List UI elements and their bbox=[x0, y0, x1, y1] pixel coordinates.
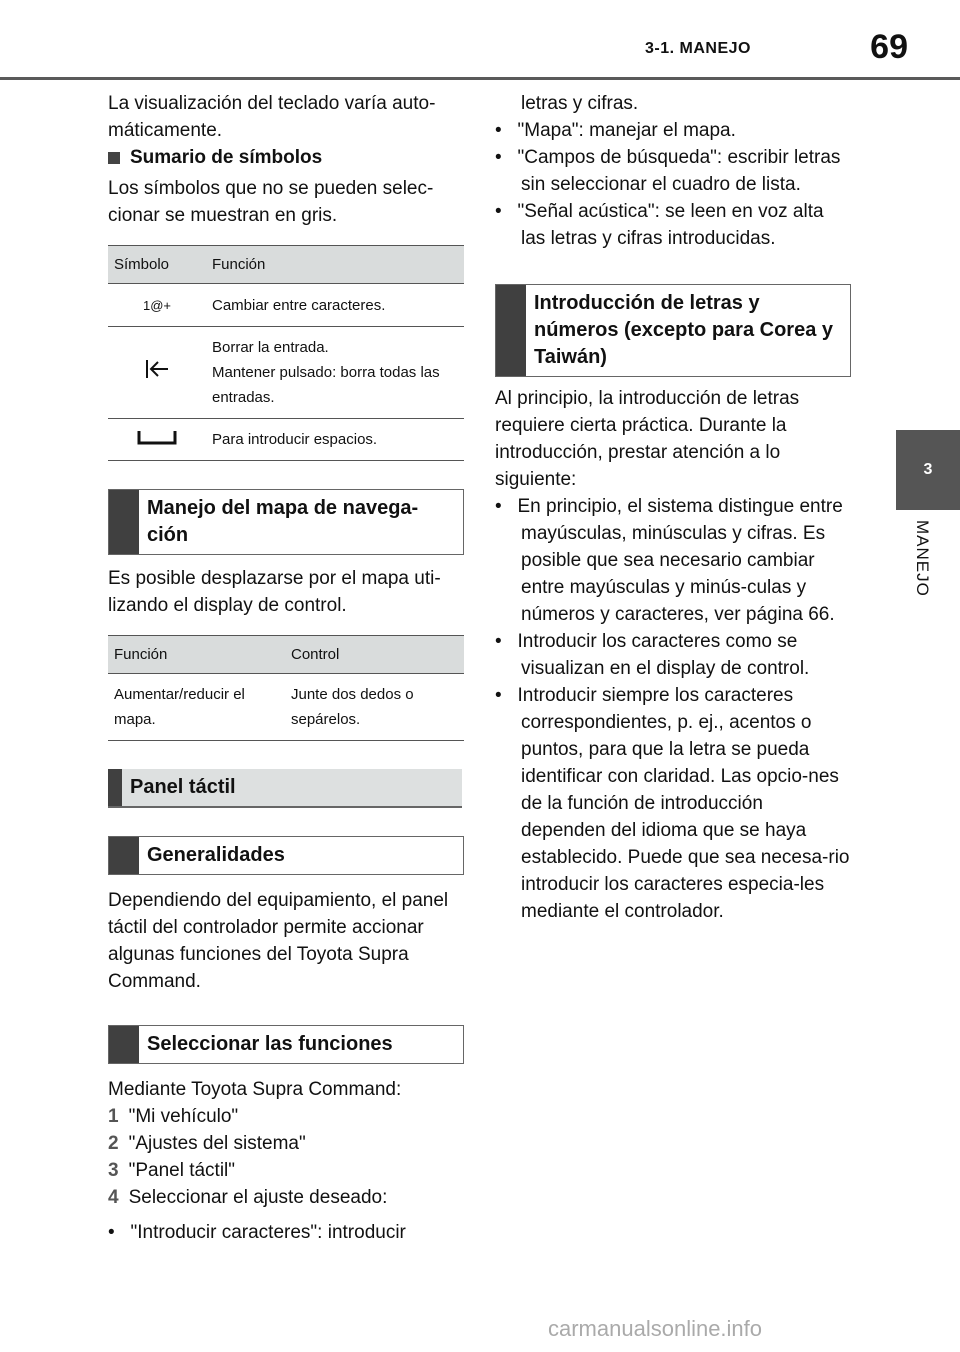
table-header-row bbox=[108, 636, 464, 674]
heading-map bbox=[108, 489, 464, 555]
step-text: Seleccionar el ajuste deseado: bbox=[128, 1187, 388, 1208]
table-header: Función bbox=[206, 246, 464, 284]
step-number: 1 bbox=[108, 1106, 119, 1127]
chapter-number: 3 bbox=[923, 461, 933, 478]
chapter-tab bbox=[896, 430, 960, 510]
heading-select bbox=[108, 1025, 464, 1064]
list-item: • En principio, el sistema distingue entre mayúsculas, minúsculas y cifras. Es posible que sea necesario cambiar entre mayúsculas y minús-culas y números y caracteres, ver página 66. bbox=[495, 496, 843, 625]
list-item: • "Campos de búsqueda": escribir letras sin seleccionar el cuadro de lista. bbox=[495, 147, 841, 195]
general-text: Dependiendo del equipamiento, el panel táctil del controlador permite accionar algunas funciones del Toyota Supra Command. bbox=[108, 890, 449, 992]
map-table bbox=[108, 635, 464, 741]
table-cell bbox=[206, 327, 464, 419]
subheading-symbols bbox=[108, 144, 464, 171]
table-cell: Cambiar entre caracteres. bbox=[206, 284, 464, 327]
list-item-text: Introducir los caracteres como se visualizan en el display de control. bbox=[517, 631, 810, 679]
step-number: 4 bbox=[108, 1187, 119, 1208]
heading-text: Introducción de letras y números (excepto para Corea y Taiwán) bbox=[534, 292, 833, 368]
backspace-icon bbox=[108, 327, 206, 419]
list-item: • "Señal acústica": se leen en voz alta las letras y cifras introducidas. bbox=[495, 201, 824, 249]
list-item: • Introducir siempre los caracteres correspondientes, p. ej., acentos o puntos, para que la letra se pueda identificar con claridad. Las opcio-nes de la función de introducción dependen del idioma que se haya establecido. Puede que sea necesa-rio introducir los caracteres especia-les mediante el controlador. bbox=[495, 685, 850, 922]
switch-characters-icon: 1@+ bbox=[108, 284, 206, 327]
square-bullet-icon bbox=[108, 152, 120, 164]
table-row bbox=[108, 674, 464, 741]
page-number: 69 bbox=[870, 28, 908, 66]
symbols-table bbox=[108, 245, 464, 461]
chapter-label: MANEJO bbox=[913, 520, 932, 597]
heading-text: Panel táctil bbox=[130, 776, 236, 798]
table-header: Control bbox=[285, 636, 464, 674]
heading-text: Generalidades bbox=[147, 844, 285, 866]
heading-bar bbox=[109, 490, 139, 554]
heading-input bbox=[495, 284, 851, 377]
table-header-row bbox=[108, 246, 464, 284]
list-item-text: En principio, el sistema distingue entre mayúsculas, minúsculas y cifras. Es posible que sea necesario cambiar entre mayúsculas y minús-culas y números y caracteres, ver página 66. bbox=[517, 496, 843, 625]
step-number: 2 bbox=[108, 1133, 119, 1154]
table-row bbox=[108, 419, 464, 461]
right-column bbox=[495, 90, 851, 925]
list-item-text: "Mapa": manejar el mapa. bbox=[517, 120, 736, 141]
heading-panel bbox=[108, 769, 462, 808]
table-header: Símbolo bbox=[108, 246, 206, 284]
table-cell: Aumentar/reducir el mapa. bbox=[108, 674, 285, 741]
list-item-text: "Campos de búsqueda": escribir letras sin seleccionar el cuadro de lista. bbox=[517, 147, 841, 195]
list-item-text: "Introducir caracteres": introducir bbox=[130, 1222, 406, 1243]
space-icon bbox=[108, 419, 206, 461]
list-item: • "Mapa": manejar el mapa. bbox=[495, 120, 736, 141]
step-item bbox=[108, 1157, 464, 1184]
step-number: 3 bbox=[108, 1160, 119, 1181]
heading-bar bbox=[109, 837, 139, 874]
step-item bbox=[108, 1184, 464, 1211]
table-row bbox=[108, 327, 464, 419]
left-column bbox=[108, 90, 464, 1246]
input-text: Al principio, la introducción de letras requiere cierta práctica. Durante la introducción, prestar atención a lo siguiente: bbox=[495, 388, 800, 490]
step-text: "Ajustes del sistema" bbox=[128, 1133, 306, 1154]
select-intro: Mediante Toyota Supra Command: bbox=[108, 1079, 402, 1100]
cell-line: Borrar la entrada. bbox=[212, 339, 329, 356]
section-header: 3-1. MANEJO bbox=[645, 40, 751, 57]
intro-text: La visualización del teclado varía auto-máticamente. bbox=[108, 93, 436, 141]
heading-text: Seleccionar las funciones bbox=[147, 1033, 393, 1055]
heading-bar bbox=[109, 1026, 139, 1063]
table-cell: Para introducir espacios. bbox=[206, 419, 464, 461]
header-rule bbox=[0, 77, 960, 80]
symbols-note: Los símbolos que no se pueden selec-cionar se muestran en gris. bbox=[108, 178, 434, 226]
table-row bbox=[108, 284, 464, 327]
list-item: • Introducir los caracteres como se visualizan en el display de control. bbox=[495, 631, 810, 679]
subheading-label: Sumario de símbolos bbox=[130, 147, 323, 168]
cell-line: Mantener pulsado: borra todas las entradas. bbox=[212, 364, 440, 406]
table-header: Función bbox=[108, 636, 285, 674]
list-item: • "Introducir caracteres": introducir bbox=[108, 1222, 406, 1243]
step-text: "Panel táctil" bbox=[128, 1160, 236, 1181]
map-text: Es posible desplazarse por el mapa uti-lizando el display de control. bbox=[108, 568, 441, 616]
heading-bar bbox=[496, 285, 526, 376]
heading-general bbox=[108, 836, 464, 875]
list-item-text: Introducir siempre los caracteres correspondientes, p. ej., acentos o puntos, para que la letra se pueda identificar con claridad. Las opcio-nes de la función de introducción dependen del idioma que se haya establecido. Puede que sea necesa-rio introducir los caracteres especia-les mediante el controlador. bbox=[517, 685, 850, 922]
heading-text: Manejo del mapa de navega-ción bbox=[147, 497, 419, 546]
step-item bbox=[108, 1130, 464, 1157]
step-text: "Mi vehículo" bbox=[128, 1106, 239, 1127]
watermark: carmanualsonline.info bbox=[548, 1316, 763, 1341]
step-item bbox=[108, 1103, 464, 1130]
table-cell: Junte dos dedos o sepárelos. bbox=[285, 674, 464, 741]
continuation-text: letras y cifras. bbox=[521, 93, 639, 114]
list-item-text: "Señal acústica": se leen en voz alta las letras y cifras introducidas. bbox=[517, 201, 824, 249]
heading-bar bbox=[108, 769, 122, 806]
